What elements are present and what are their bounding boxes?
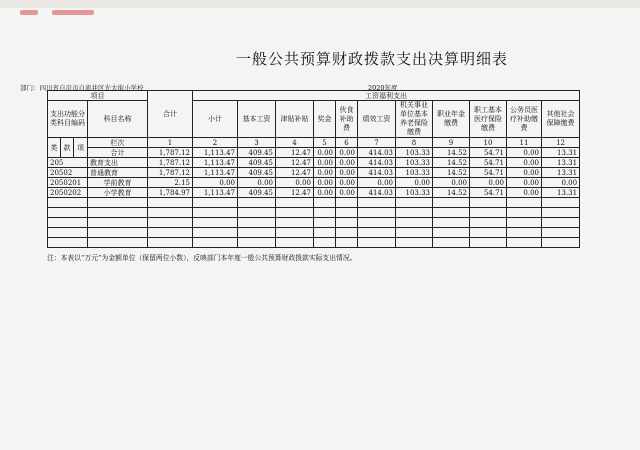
department-label: 部门：四川省自贡市自流井区光大街小学校 bbox=[20, 84, 144, 92]
cell: 0.00 bbox=[336, 158, 358, 168]
cell: 1,787.12 bbox=[148, 158, 193, 168]
cell: 409.45 bbox=[238, 188, 276, 198]
cell: 14.52 bbox=[433, 188, 470, 198]
cell: 0.00 bbox=[314, 168, 336, 178]
col-num: 11 bbox=[507, 138, 542, 148]
cell: 103.33 bbox=[396, 168, 433, 178]
row-code: 20502 bbox=[48, 168, 88, 178]
cell: 0.00 bbox=[336, 178, 358, 188]
table-row bbox=[48, 188, 580, 198]
pension-header: 机关事业单位基本养老保险缴费 bbox=[396, 101, 433, 138]
allowance-header: 津贴补贴 bbox=[276, 101, 314, 138]
col-num: 12 bbox=[542, 138, 580, 148]
footnote: 注：本表以“万元”为金额单位（保留两位小数），反映部门本年度一般公共预算财政拨款实际支出情况。 bbox=[47, 254, 357, 262]
cell: 0.00 bbox=[314, 188, 336, 198]
expenditure-table bbox=[47, 90, 580, 248]
cell: 0.00 bbox=[433, 178, 470, 188]
cell: 0.00 bbox=[507, 158, 542, 168]
cell: 0.00 bbox=[193, 178, 238, 188]
cell: 414.03 bbox=[358, 158, 396, 168]
empty-row bbox=[48, 228, 580, 238]
medical-header: 职工基本医疗保险缴费 bbox=[470, 101, 507, 138]
cell: 414.03 bbox=[358, 168, 396, 178]
cell: 0.00 bbox=[470, 178, 507, 188]
cell: 14.52 bbox=[433, 158, 470, 168]
col-num: 6 bbox=[336, 138, 358, 148]
cell: 12.47 bbox=[276, 188, 314, 198]
cell: 54.71 bbox=[470, 158, 507, 168]
row-name: 合计 bbox=[88, 148, 148, 158]
cell: 13.31 bbox=[542, 168, 580, 178]
item-header: 项目 bbox=[48, 91, 148, 101]
cell: 13.31 bbox=[542, 188, 580, 198]
row-code: 2050201 bbox=[48, 178, 88, 188]
cell: 0.00 bbox=[507, 168, 542, 178]
kuan-header: 款 bbox=[61, 138, 74, 158]
col-num: 8 bbox=[396, 138, 433, 148]
empty-row bbox=[48, 238, 580, 248]
cell: 2.15 bbox=[148, 178, 193, 188]
performance-header: 绩效工资 bbox=[358, 101, 396, 138]
row-name: 学前教育 bbox=[88, 178, 148, 188]
cell: 1,113.47 bbox=[193, 188, 238, 198]
cell: 0.00 bbox=[336, 148, 358, 158]
cell: 0.00 bbox=[542, 178, 580, 188]
cell: 414.03 bbox=[358, 148, 396, 158]
cell: 0.00 bbox=[238, 178, 276, 188]
row-name: 普通教育 bbox=[88, 168, 148, 178]
cell: 0.00 bbox=[336, 188, 358, 198]
col-num: 4 bbox=[276, 138, 314, 148]
cell: 0.00 bbox=[276, 178, 314, 188]
empty-row bbox=[48, 208, 580, 218]
row-name: 教育支出 bbox=[88, 158, 148, 168]
basic-wage-header: 基本工资 bbox=[238, 101, 276, 138]
cell: 0.00 bbox=[336, 168, 358, 178]
civil-medical-header: 公务员医疗补助缴费 bbox=[507, 101, 542, 138]
cell: 13.31 bbox=[542, 158, 580, 168]
cell: 14.52 bbox=[433, 148, 470, 158]
table-row bbox=[48, 168, 580, 178]
cell: 14.52 bbox=[433, 168, 470, 178]
occupational-header: 职业年金缴费 bbox=[433, 101, 470, 138]
table-row bbox=[48, 158, 580, 168]
total-row bbox=[48, 148, 580, 158]
row-code: 205 bbox=[48, 158, 88, 168]
cell: 0.00 bbox=[507, 148, 542, 158]
cell: 1,113.47 bbox=[193, 168, 238, 178]
bonus-header: 奖金 bbox=[314, 101, 336, 138]
cell: 54.71 bbox=[470, 188, 507, 198]
column-label: 栏次 bbox=[88, 138, 148, 148]
col-num: 10 bbox=[470, 138, 507, 148]
cell: 409.45 bbox=[238, 158, 276, 168]
table-row bbox=[48, 178, 580, 188]
cell: 13.31 bbox=[542, 148, 580, 158]
cell: 409.45 bbox=[238, 148, 276, 158]
total-header: 合计 bbox=[148, 91, 193, 138]
cell: 414.03 bbox=[358, 188, 396, 198]
empty-row bbox=[48, 218, 580, 228]
subject-name-header: 科目名称 bbox=[88, 101, 148, 138]
row-code: 2050202 bbox=[48, 188, 88, 198]
red-stamp-mark bbox=[20, 0, 200, 6]
food-header: 伙食补助费 bbox=[336, 101, 358, 138]
cell: 103.33 bbox=[396, 158, 433, 168]
cell: 12.47 bbox=[276, 168, 314, 178]
cell: 1,784.97 bbox=[148, 188, 193, 198]
cell: 0.00 bbox=[314, 148, 336, 158]
cell: 0.00 bbox=[314, 178, 336, 188]
other-social-header: 其他社会保障缴费 bbox=[542, 101, 580, 138]
col-num: 1 bbox=[148, 138, 193, 148]
cell: 409.45 bbox=[238, 168, 276, 178]
empty-row bbox=[48, 198, 580, 208]
col-num: 7 bbox=[358, 138, 396, 148]
col-num: 5 bbox=[314, 138, 336, 148]
welfare-header: 工资福利支出 bbox=[193, 91, 580, 101]
header-row-4 bbox=[48, 138, 580, 148]
header-row-1 bbox=[48, 91, 580, 101]
page-title: 一般公共预算财政拨款支出决算明细表 bbox=[236, 50, 509, 68]
cell: 1,787.12 bbox=[148, 148, 193, 158]
cell: 54.71 bbox=[470, 148, 507, 158]
col-num: 2 bbox=[193, 138, 238, 148]
lei-header: 类 bbox=[48, 138, 61, 158]
row-name: 小学教育 bbox=[88, 188, 148, 198]
cell: 103.33 bbox=[396, 148, 433, 158]
cell: 0.00 bbox=[358, 178, 396, 188]
year-label: 2020年度 bbox=[368, 84, 398, 92]
cell: 54.71 bbox=[470, 168, 507, 178]
cell: 0.00 bbox=[396, 178, 433, 188]
col-num: 3 bbox=[238, 138, 276, 148]
cell: 0.00 bbox=[507, 178, 542, 188]
cell: 0.00 bbox=[314, 158, 336, 168]
cell: 1,787.12 bbox=[148, 168, 193, 178]
func-code-header: 支出功能分类科目编码 bbox=[48, 101, 88, 138]
xiang-header: 项 bbox=[74, 138, 88, 158]
subtotal-header: 小计 bbox=[193, 101, 238, 138]
cell: 12.47 bbox=[276, 158, 314, 168]
cell: 1,113.47 bbox=[193, 158, 238, 168]
cell: 0.00 bbox=[507, 188, 542, 198]
cell: 103.33 bbox=[396, 188, 433, 198]
cell: 12.47 bbox=[276, 148, 314, 158]
cell: 1,113.47 bbox=[193, 148, 238, 158]
col-num: 9 bbox=[433, 138, 470, 148]
